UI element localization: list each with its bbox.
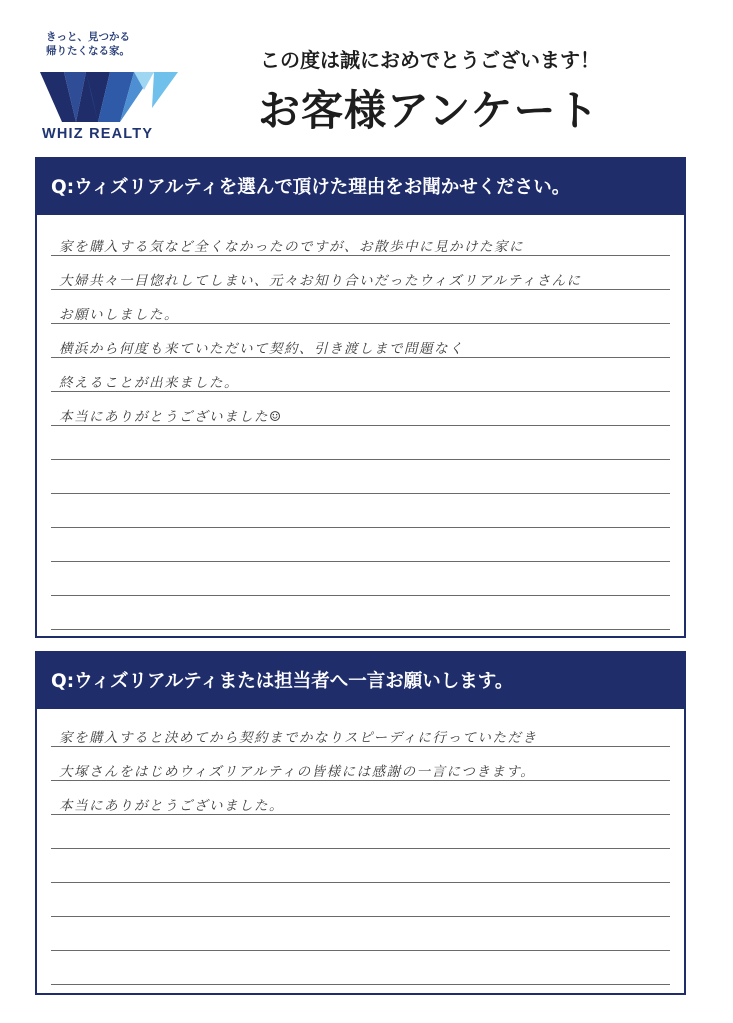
question-1-label: Q:ウィズリアルティを選んで頂けた理由をお聞かせください。: [37, 159, 684, 215]
ruled-line: [51, 391, 670, 392]
answer-1-line-3: お願いしました。: [59, 307, 179, 323]
ruled-line: [51, 916, 670, 917]
ruled-line: [51, 814, 670, 815]
logo-tagline-line1: きっと、見つかる: [46, 31, 130, 43]
ruled-line: [51, 527, 670, 528]
question-box-1: [35, 157, 686, 638]
logo-tagline-line2: 帰りたくなる家。: [46, 45, 130, 57]
answer-2-line-2: 大塚さんをはじめウィズリアルティの皆様には感謝の一言につきます。: [59, 764, 536, 780]
page-title: お客様アンケート: [258, 86, 600, 135]
answer-2-line-3: 本当にありがとうございました。: [59, 798, 284, 814]
logo-mark-icon: [40, 72, 178, 122]
ruled-line: [51, 289, 670, 290]
ruled-line: [51, 425, 670, 426]
question-box-2: [35, 651, 686, 995]
answer-2-line-1: 家を購入すると決めてから契約までかなりスピーディに行っていただき: [59, 730, 538, 746]
logo-name: WHIZ REALTY: [42, 126, 154, 142]
ruled-line: [51, 746, 670, 747]
ruled-line: [51, 984, 670, 985]
ruled-line: [51, 629, 670, 630]
ruled-line: [51, 780, 670, 781]
ruled-line: [51, 459, 670, 460]
ruled-line: [51, 357, 670, 358]
question-2-label: Q:ウィズリアルティまたは担当者へ一言お願いします。: [37, 653, 684, 709]
answer-1-line-5: 終えることが出来ました。: [59, 375, 239, 391]
answer-1-line-1: 家を購入する気など全くなかったのですが、お散歩中に見かけた家に: [59, 239, 524, 255]
ruled-line: [51, 882, 670, 883]
answer-1-line-4: 横浜から何度も来ていただいて契約、引き渡しまで問題なく: [59, 341, 464, 357]
header-subtitle: この度は誠におめでとうございます！: [260, 48, 600, 72]
answer-1-line-2: 大婦共々一目惚れしてしまい、元々お知り合いだったウィズリアルティさんに: [59, 273, 582, 289]
answer-1-line-6: 本当にありがとうございました☺: [59, 409, 283, 425]
ruled-line: [51, 323, 670, 324]
ruled-line: [51, 561, 670, 562]
ruled-line: [51, 493, 670, 494]
ruled-line: [51, 595, 670, 596]
ruled-line: [51, 848, 670, 849]
ruled-line: [51, 950, 670, 951]
logo-tagline: [46, 30, 186, 58]
ruled-line: [51, 255, 670, 256]
